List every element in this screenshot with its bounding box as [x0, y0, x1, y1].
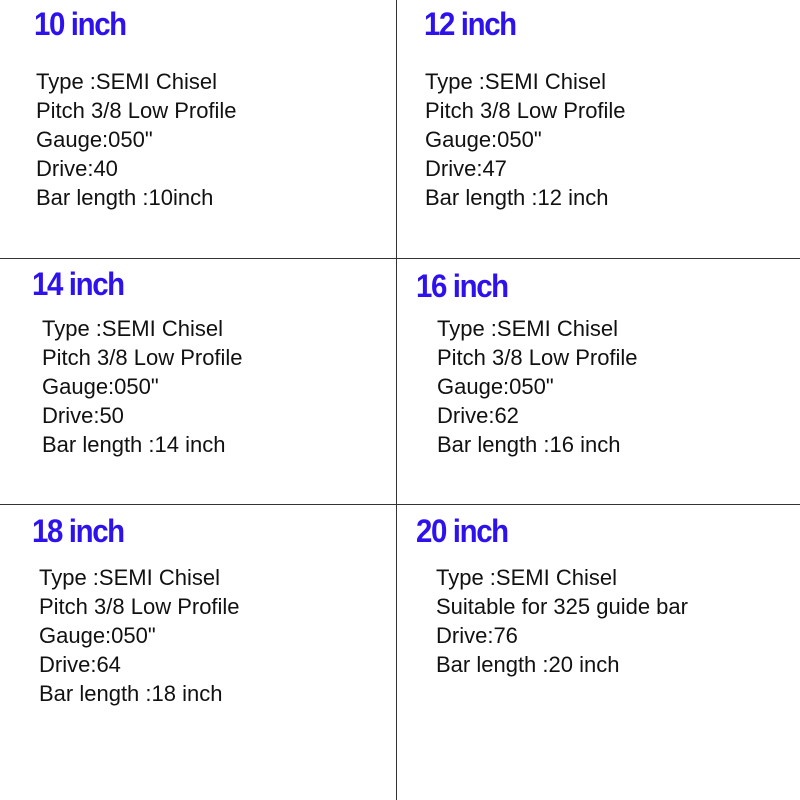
spec-type: Type :SEMI Chisel: [425, 69, 606, 94]
spec-pitch: Pitch 3/8 Low Profile: [39, 594, 240, 619]
spec-pitch: Pitch 3/8 Low Profile: [42, 345, 243, 370]
spec-list: [39, 563, 240, 708]
spec-drive: Drive:64: [39, 652, 121, 677]
spec-list: [36, 67, 237, 212]
spec-type: Type :SEMI Chisel: [36, 69, 217, 94]
spec-suitable-guide-bar: Suitable for 325 guide bar: [436, 594, 688, 619]
spec-drive: Drive:47: [425, 156, 507, 181]
spec-bar-length: Bar length :10inch: [36, 185, 214, 210]
spec-list: [437, 314, 638, 459]
spec-gauge: Gauge:050": [39, 623, 156, 648]
spec-drive: Drive:50: [42, 403, 124, 428]
cell-title: 12 inch: [424, 6, 516, 42]
cell-title: 18 inch: [32, 513, 124, 549]
spec-type: Type :SEMI Chisel: [39, 565, 220, 590]
cell-title: 20 inch: [416, 513, 508, 549]
spec-bar-length: Bar length :12 inch: [425, 185, 609, 210]
horizontal-divider-bottom: [0, 504, 800, 505]
spec-gauge: Gauge:050": [437, 374, 554, 399]
spec-list: [42, 314, 243, 459]
spec-pitch: Pitch 3/8 Low Profile: [437, 345, 638, 370]
cell-title: 10 inch: [34, 6, 126, 42]
horizontal-divider-top: [0, 258, 800, 259]
spec-pitch: Pitch 3/8 Low Profile: [36, 98, 237, 123]
spec-drive: Drive:76: [436, 623, 518, 648]
spec-type: Type :SEMI Chisel: [436, 565, 617, 590]
spec-bar-length: Bar length :18 inch: [39, 681, 223, 706]
spec-list: [425, 67, 626, 212]
vertical-divider: [396, 0, 397, 800]
spec-type: Type :SEMI Chisel: [42, 316, 223, 341]
spec-pitch: Pitch 3/8 Low Profile: [425, 98, 626, 123]
spec-gauge: Gauge:050": [42, 374, 159, 399]
spec-list: [436, 563, 688, 679]
spec-bar-length: Bar length :14 inch: [42, 432, 226, 457]
spec-gauge: Gauge:050": [425, 127, 542, 152]
cell-title: 14 inch: [32, 266, 124, 302]
spec-drive: Drive:40: [36, 156, 118, 181]
spec-type: Type :SEMI Chisel: [437, 316, 618, 341]
spec-bar-length: Bar length :16 inch: [437, 432, 621, 457]
cell-title: 16 inch: [416, 268, 508, 304]
spec-gauge: Gauge:050": [36, 127, 153, 152]
spec-drive: Drive:62: [437, 403, 519, 428]
spec-bar-length: Bar length :20 inch: [436, 652, 620, 677]
